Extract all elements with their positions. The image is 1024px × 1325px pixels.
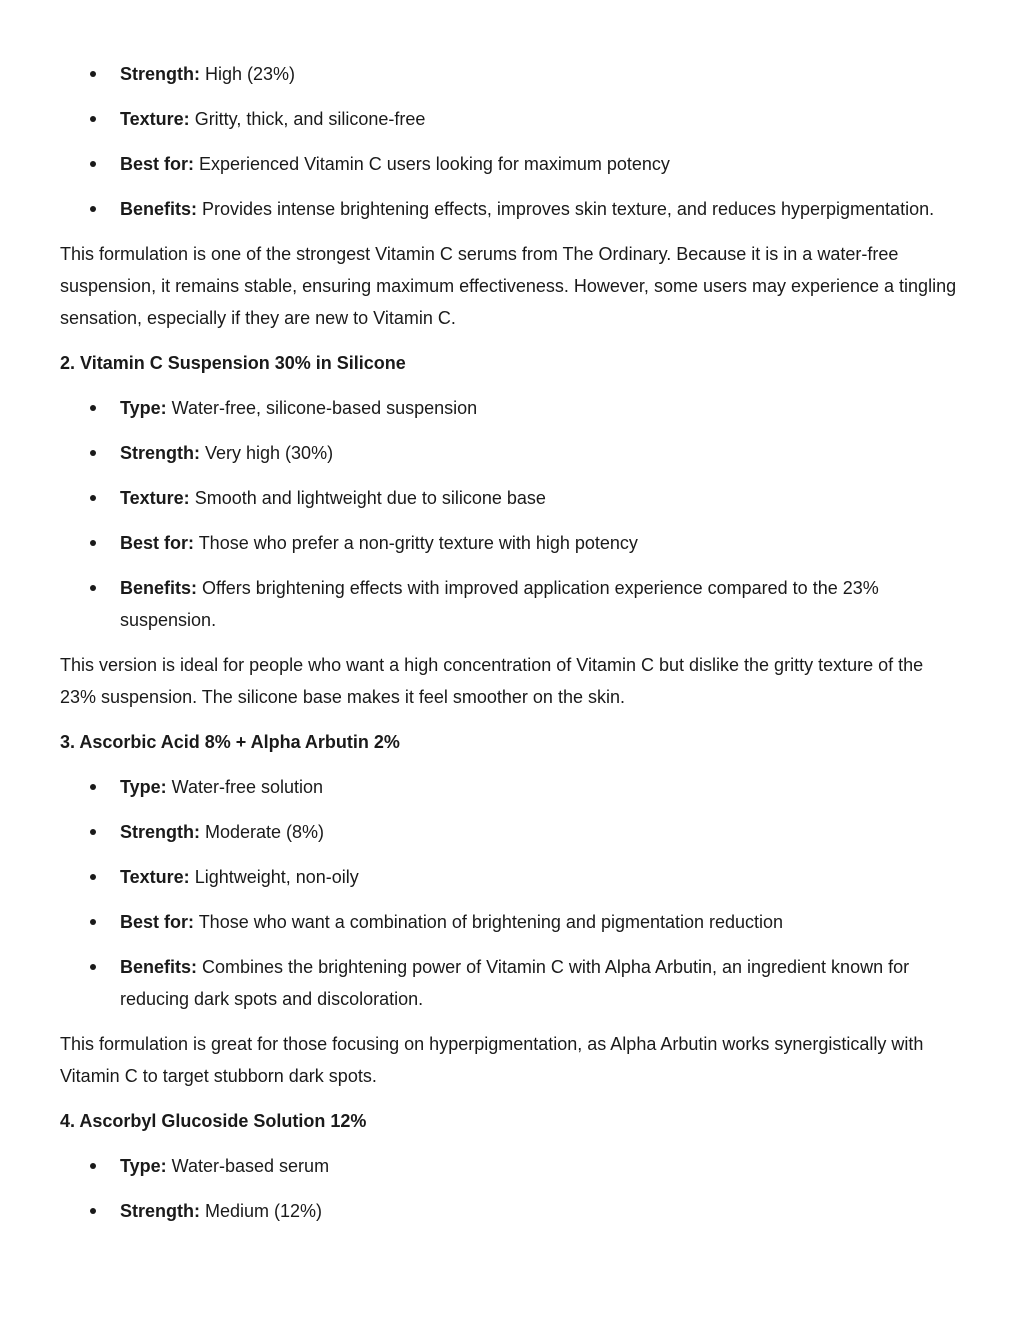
bullet-icon xyxy=(90,206,96,212)
bullet-icon xyxy=(90,450,96,456)
bullet-text: Water-free solution xyxy=(166,777,324,797)
list-item xyxy=(60,58,964,90)
list-item xyxy=(60,527,964,559)
list-item xyxy=(60,1150,964,1182)
bullet-label: Texture: xyxy=(120,867,190,887)
bullet-label: Texture: xyxy=(120,109,190,129)
bullet-text: Very high (30%) xyxy=(200,443,334,463)
list-item xyxy=(60,103,964,135)
bullet-text: Those who want a combination of brightening and pigmentation reduction xyxy=(194,912,784,932)
bullet-icon xyxy=(90,71,96,77)
bullet-text: Lightweight, non-oily xyxy=(189,867,359,887)
bullet-label: Strength: xyxy=(120,822,200,842)
bullet-label: Texture: xyxy=(120,488,190,508)
bullet-label: Strength: xyxy=(120,1201,200,1221)
list-item xyxy=(60,906,964,938)
bullet-text: Combines the brightening power of Vitamin C with Alpha Arbutin, an ingredient known for reducing dark spots and discoloration. xyxy=(120,957,910,1009)
bullet-icon xyxy=(90,405,96,411)
bullet-label: Benefits: xyxy=(120,957,198,977)
list-item xyxy=(60,392,964,424)
bullet-label: Type: xyxy=(120,1156,167,1176)
section-bullet-list xyxy=(60,771,964,1015)
bullet-icon xyxy=(90,874,96,880)
list-item xyxy=(60,572,964,636)
section-paragraph: This formulation is great for those focusing on hyperpigmentation, as Alpha Arbutin works synergistically with Vitamin C to target stubborn dark spots. xyxy=(60,1034,924,1086)
bullet-text: High (23%) xyxy=(200,64,296,84)
list-item xyxy=(60,482,964,514)
list-item xyxy=(60,193,964,225)
bullet-icon xyxy=(90,964,96,970)
bullet-label: Best for: xyxy=(120,912,195,932)
bullet-label: Strength: xyxy=(120,64,200,84)
bullet-text: Experienced Vitamin C users looking for maximum potency xyxy=(194,154,670,174)
bullet-label: Benefits: xyxy=(120,199,198,219)
bullet-text: Offers brightening effects with improved application experience compared to the 23% suspension. xyxy=(120,578,879,630)
bullet-icon xyxy=(90,919,96,925)
section-bullet-list xyxy=(60,392,964,636)
list-item xyxy=(60,1195,964,1227)
bullet-text: Gritty, thick, and silicone-free xyxy=(189,109,426,129)
bullet-label: Type: xyxy=(120,398,167,418)
intro-bullet-list xyxy=(60,58,964,225)
list-item xyxy=(60,771,964,803)
bullet-label: Benefits: xyxy=(120,578,198,598)
section-heading: 2. Vitamin C Suspension 30% in Silicone xyxy=(60,353,406,373)
bullet-icon xyxy=(90,829,96,835)
intro-paragraph: This formulation is one of the strongest Vitamin C serums from The Ordinary. Because it is in a water-free suspension, it remains stable, ensuring maximum effectiveness. However, some users may experience a tingling sensation, especially if they are new to Vitamin C. xyxy=(60,244,957,328)
bullet-label: Best for: xyxy=(120,533,195,553)
list-item xyxy=(60,816,964,848)
bullet-text: Provides intense brightening effects, improves skin texture, and reduces hyperpigmentation. xyxy=(197,199,935,219)
bullet-label: Type: xyxy=(120,777,167,797)
bullet-icon xyxy=(90,585,96,591)
bullet-text: Moderate (8%) xyxy=(200,822,325,842)
bullet-icon xyxy=(90,540,96,546)
section-heading: 3. Ascorbic Acid 8% + Alpha Arbutin 2% xyxy=(60,732,400,752)
list-item xyxy=(60,861,964,893)
list-item xyxy=(60,951,964,1015)
bullet-icon xyxy=(90,1163,96,1169)
bullet-text: Medium (12%) xyxy=(200,1201,323,1221)
bullet-icon xyxy=(90,495,96,501)
section-paragraph: This version is ideal for people who want a high concentration of Vitamin C but dislike the gritty texture of the 23% suspension. The silicone base makes it feel smoother on the skin. xyxy=(60,655,924,707)
bullet-icon xyxy=(90,116,96,122)
list-item xyxy=(60,437,964,469)
bullet-label: Strength: xyxy=(120,443,200,463)
bullet-text: Smooth and lightweight due to silicone base xyxy=(189,488,546,508)
bullet-text: Water-based serum xyxy=(166,1156,330,1176)
section-bullet-list xyxy=(60,1150,964,1227)
bullet-text: Water-free, silicone-based suspension xyxy=(166,398,478,418)
bullet-icon xyxy=(90,784,96,790)
bullet-icon xyxy=(90,1208,96,1214)
bullet-icon xyxy=(90,161,96,167)
bullet-label: Best for: xyxy=(120,154,195,174)
bullet-text: Those who prefer a non-gritty texture with high potency xyxy=(194,533,638,553)
list-item xyxy=(60,148,964,180)
section-heading: 4. Ascorbyl Glucoside Solution 12% xyxy=(60,1111,367,1131)
